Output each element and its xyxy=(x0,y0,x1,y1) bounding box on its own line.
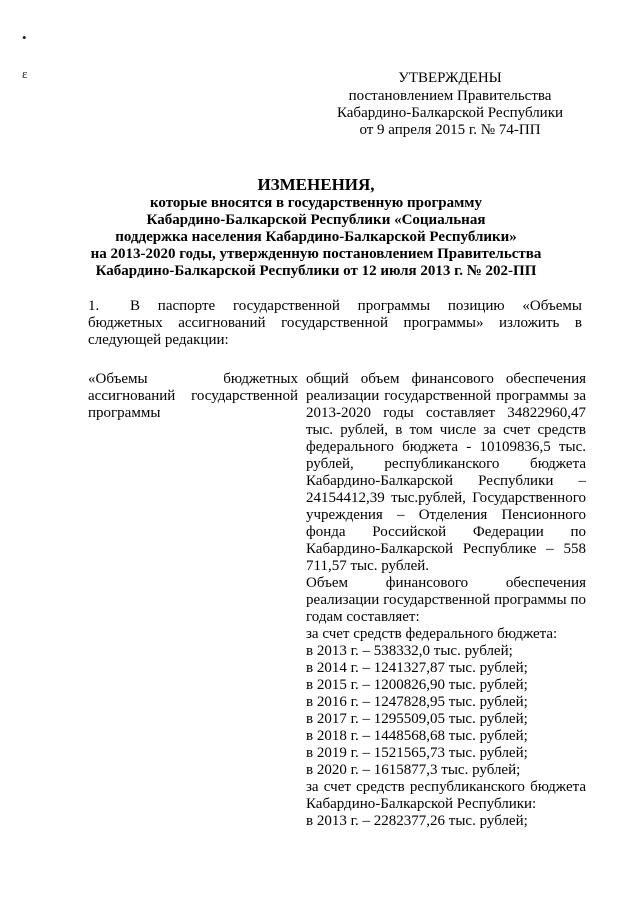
federal-year-line: в 2020 г. – 1615877,3 тыс. рублей; xyxy=(306,762,521,778)
republican-heading: за счет средств республиканского бюджета Кабардино-Балкарской Республики: xyxy=(306,779,586,812)
heading-line: поддержка населения Кабардино-Балкарской Республики» xyxy=(115,229,517,245)
margin-mark: • xyxy=(22,30,27,45)
by-year-paragraph: Объем финансового обеспечения реализации государственной программы по годам составляет: xyxy=(306,575,586,625)
heading-line: на 2013-2020 годы, утвержденную постановлением Правительства xyxy=(90,246,542,262)
table-right-content xyxy=(306,371,586,830)
approval-block xyxy=(330,70,570,139)
federal-year-line: в 2016 г. – 1247828,95 тыс. рублей; xyxy=(306,694,528,710)
heading-line: Кабардино-Балкарской Республики от 12 июля 2013 г. № 202-ПП xyxy=(95,263,537,279)
table-left-label: «Объемы бюджетных ассигнований государственной программы xyxy=(88,371,298,421)
item-paragraph xyxy=(88,298,582,349)
federal-year-line: в 2019 г. – 1521565,73 тыс. рублей; xyxy=(306,745,528,761)
federal-year-line: в 2014 г. – 1241327,87 тыс. рублей; xyxy=(306,660,528,676)
federal-year-line: в 2018 г. – 1448568,68 тыс. рублей; xyxy=(306,728,528,744)
margin-mark: ɛ xyxy=(22,66,28,81)
approval-title: УТВЕРЖДЕНЫ xyxy=(398,70,502,86)
total-funding-paragraph: общий объем финансового обеспечения реализации государственной программы за 2013-2020 годы составляет 34822960,47 тыс. рублей, в том числе за счет средств федерального бюджета - 10109836,5 тыс. рублей, республиканского бюджета Кабардино-Балкарской Республики – 24154412,39 тыс.рублей, Государственного учреждения – Отделения Пенсионного фонда Российской Федерации по Кабардино-Балкарской Республике – 558 711,57 тыс. рублей. xyxy=(306,371,586,574)
item-text: В паспорте государственной программы позицию «Объемы бюджетных ассигнований государственной программы» изложить в следующей редакции: xyxy=(88,298,582,348)
heading-line: Кабардино-Балкарской Республики «Социальная xyxy=(146,212,486,228)
federal-heading: за счет средств федерального бюджета: xyxy=(306,626,558,642)
republican-year-line: в 2013 г. – 2282377,26 тыс. рублей; xyxy=(306,813,528,829)
heading-line: которые вносятся в государственную программу xyxy=(149,195,483,211)
approval-line: постановлением Правительства xyxy=(348,88,552,104)
document-heading xyxy=(80,176,552,280)
federal-year-line: в 2013 г. – 538332,0 тыс. рублей; xyxy=(306,643,513,659)
document-title: ИЗМЕНЕНИЯ, xyxy=(257,175,375,194)
approval-line: Кабардино-Балкарской Республики xyxy=(336,105,564,121)
approval-line: от 9 апреля 2015 г. № 74-ПП xyxy=(359,122,541,138)
item-number: 1. xyxy=(88,298,100,314)
federal-year-line: в 2017 г. – 1295509,05 тыс. рублей; xyxy=(306,711,528,727)
federal-year-line: в 2015 г. – 1200826,90 тыс. рублей; xyxy=(306,677,528,693)
